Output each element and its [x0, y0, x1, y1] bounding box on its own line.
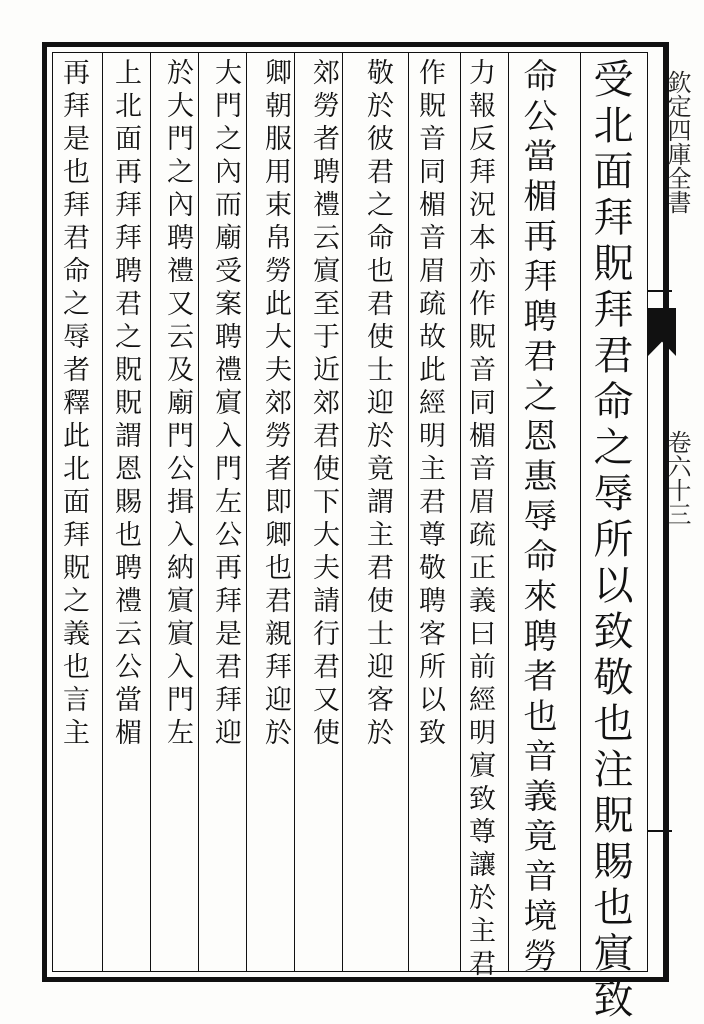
- text-column-3: 力報反拜況本亦作貺音同楣音眉疏正義曰前經明賔致尊讓於主君: [464, 58, 495, 982]
- text-column-7: 郊勞者聘禮云賔至于近郊君使下大夫請行君又使: [308, 58, 339, 751]
- column-divider: [342, 52, 343, 972]
- column-divider: [408, 52, 409, 972]
- text-column-2: 命公當楣再拜聘君之恩惠辱命來聘者也音義竟音境勞: [517, 58, 557, 978]
- margin-divider: [648, 830, 672, 832]
- text-column-12: 上北面再拜拜聘君之貺貺謂恩賜也聘禮云公當楣: [110, 58, 141, 751]
- column-divider: [198, 52, 199, 972]
- text-column-9: 大門之內而廟受案聘禮賔入門左公再拜是君拜迎: [210, 58, 241, 751]
- text-column-4: 作貺音同楣音眉疏故此經明主君尊敬聘客所以致: [414, 58, 445, 751]
- text-column-1: 受北面拜貺拜君命之辱所以致敬也注貺賜也賔致: [587, 58, 633, 1024]
- text-column-10: 於大門之內聘禮又云及廟門公揖入納賔賔入門左: [162, 58, 193, 751]
- text-column-13: 再拜是也拜君命之辱者釋此北面拜貺之義也言主: [58, 58, 89, 751]
- text-column-8: 卿朝服用束帛勞此大夫郊勞者即卿也君親拜迎於: [260, 58, 291, 751]
- text-column-5: 敬於彼君之命也君使士迎於竟謂主君使士迎客於: [362, 58, 393, 751]
- margin-section: 卷六十三: [663, 430, 691, 526]
- column-divider: [508, 52, 509, 972]
- column-divider: [246, 52, 247, 972]
- column-divider: [102, 52, 103, 972]
- inner-border: [52, 52, 648, 972]
- margin-divider: [648, 290, 672, 292]
- column-divider: [460, 52, 461, 972]
- column-divider: [150, 52, 151, 972]
- margin-title: 欽定四庫全書: [663, 70, 691, 214]
- column-divider: [580, 52, 581, 972]
- column-divider: [294, 52, 295, 972]
